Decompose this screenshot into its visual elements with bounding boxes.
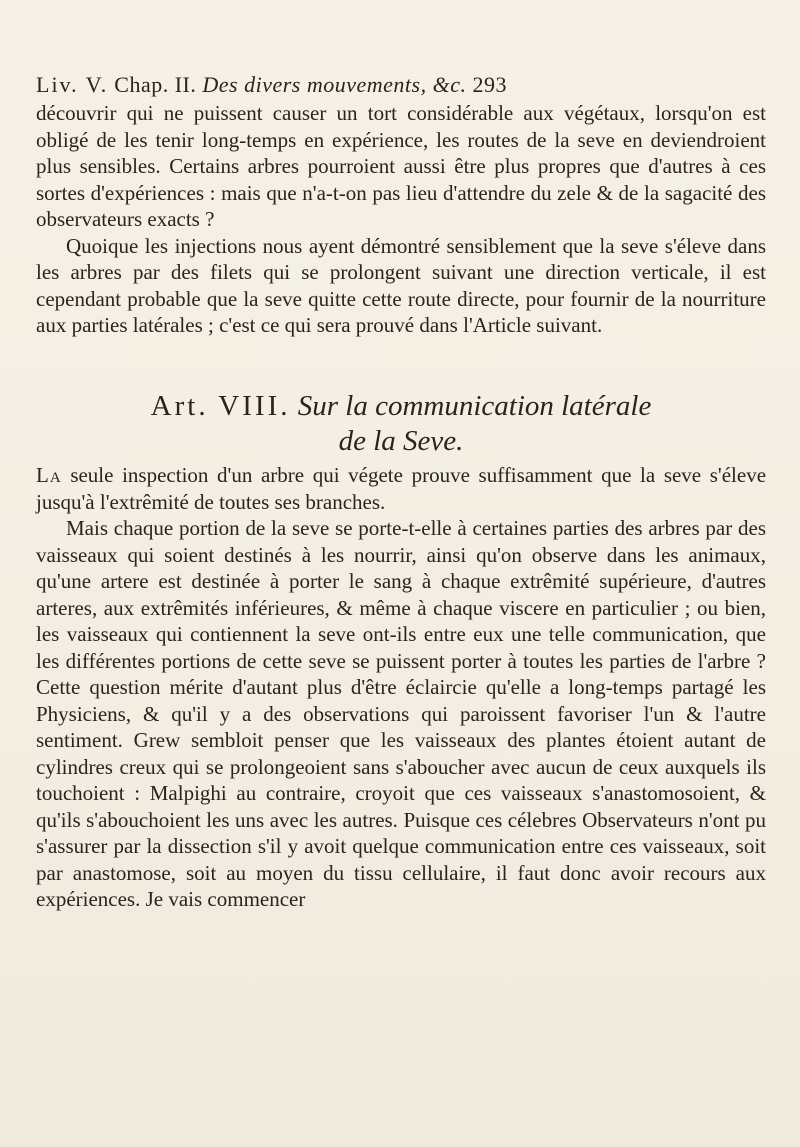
- paragraph-la-seule: [36, 462, 766, 515]
- article-number: Art. VIII.: [150, 390, 291, 422]
- article-title-line1: Sur la communication latérale: [297, 390, 652, 422]
- page-number: 293: [472, 72, 507, 97]
- paragraph-quoique: Quoique les injections nous ayent démontré sensiblement que la seve s'éleve dans les arbres par des filets qui se prolongent suivant une direction verticale, il est cependant probable que la seve quitte cette route directe, pour fournir de la nourriture aux parties latérales ; c'est ce qui sera prouvé dans l'Article suivant.: [36, 233, 766, 337]
- paragraph-continuation: découvrir qui ne puissent causer un tort considérable aux végétaux, lorsqu'on est obligé de les tenir long-temps en expérience, les routes de la seve en deviendroient plus sensibles. Certains arbres pourroient aussi être plus propres que d'autres à ces sortes d'expériences : mais que n'a-t-on pas lieu d'attendre du zele & de la sagacité des observateurs exacts ?: [36, 101, 766, 231]
- paragraph-lead-word: La: [36, 463, 62, 487]
- running-head-book: Liv. V.: [36, 72, 109, 97]
- article-title-line2: de la Seve.: [338, 425, 464, 457]
- text-block-bottom: [36, 462, 766, 913]
- paragraph-mais-chaque: Mais chaque portion de la seve se porte-t-elle à certaines parties des arbres par des vaisseaux qui soient destinés à les nourrir, ainsi qu'on observe dans les animaux, qu'une artere est destinée à porter le sang à chaque extrêmité supérieure, d'autres arteres, aux extrêmités inférieures, & même à chaque viscere en particulier ; ou bien, les vaisseaux qui contiennent la seve ont-ils entre eux une telle communication, que les différentes portions de cette seve se puissent porter à toutes les parties de l'arbre ? Cette question mérite d'autant plus d'être éclaircie qu'elle a long-temps partagé les Physiciens, & qu'il y a des observations qui paroissent favoriser l'un & l'autre sentiment. Grew sembloit penser que les vaisseaux des plantes étoient autant de cylindres creux qui se prolongeoient sans s'aboucher avec aucun de ceux auxquels ils touchoient : Malpighi au contraire, croyoit que ces vaisseaux s'anastomosoient, & qu'ils s'abouchoient les uns avec les autres. Puisque ces célebres Observateurs n'ont pu s'assurer par la dissection s'il y avoit quelque communication entre ces vaisseaux, soit par anastomose, soit au moyen du tissu cellulaire, il faut donc avoir recours aux expériences. Je vais commencer: [36, 516, 766, 911]
- running-head-chapter: Chap. II.: [114, 72, 197, 97]
- running-head-title: Des divers mouvements, &c.: [202, 72, 467, 97]
- text-block-top: [36, 100, 766, 339]
- paragraph-la-seule-text: seule inspection d'un arbre qui végete prouve suffisamment que la seve s'éleve jusqu'à l'extrêmité de toutes ses branches.: [36, 463, 767, 514]
- running-head: [36, 72, 766, 98]
- article-heading: [36, 388, 766, 458]
